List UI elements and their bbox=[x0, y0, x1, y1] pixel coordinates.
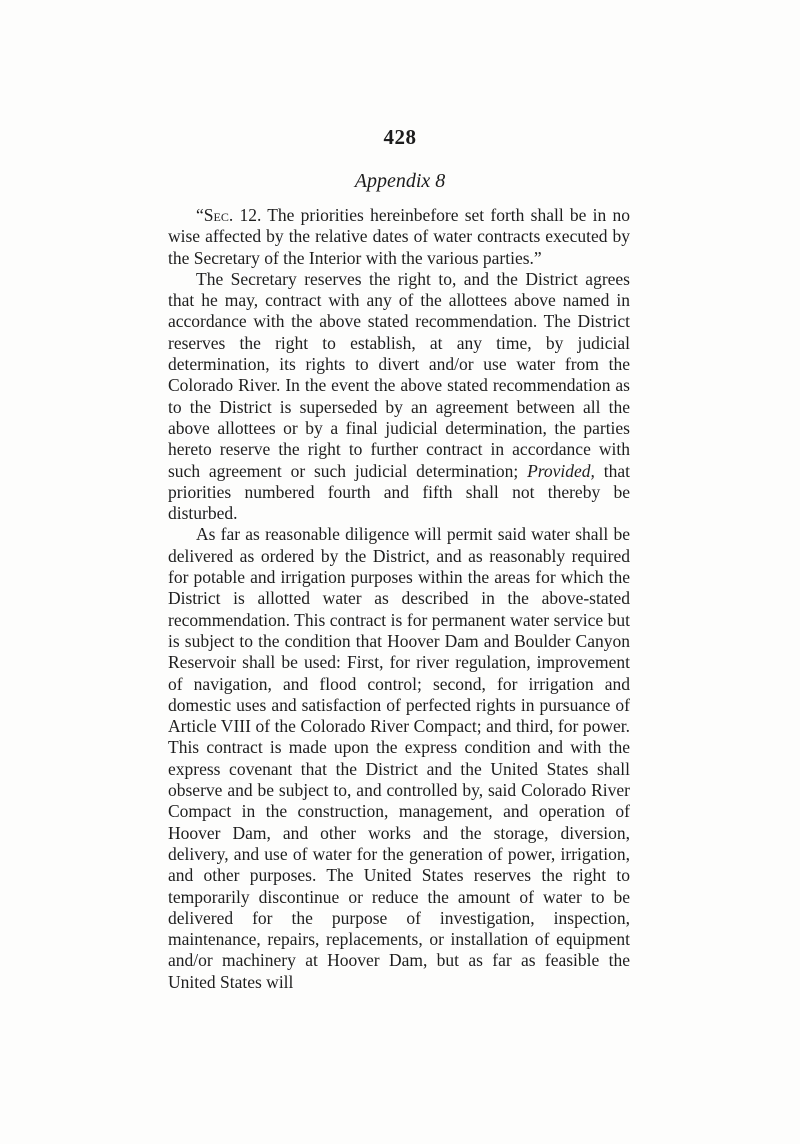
page-number: 428 bbox=[383, 125, 417, 149]
open-quote: “ bbox=[196, 205, 204, 225]
provided-italic: Provided, bbox=[527, 460, 595, 481]
running-head: Appendix 8 bbox=[354, 170, 446, 192]
paragraph-text: As far as reasonable diligence will permit said water shall be delivered as ordered by the District, and as reasonably required for potable and irrigation purposes within the areas for which the District is allotted water as described in the above-stated recommendation. This contract is for permanent water service but is subject to the condition that Hoover Dam and Boulder Canyon Reservoir shall be used: First, for river regulation, improvement of navigation, and flood control; second, for irrigation and domestic uses and satisfaction of perfected rights in pursuance of Article VIII of the Colorado River Compact; and third, for power. This contract is made upon the express condition and with the express covenant that the District and the United States shall observe and be subject to, and controlled by, said Colorado River Compact in the construction, management, and operation of Hoover Dam, and other works and the storage, diversion, delivery, and use of water for the generation of power, irrigation, and other purposes. The United States reserves the right to temporarily discontinue or reduce the amount of water to be delivered for the purpose of investigation, inspection, maintenance, repairs, replacements, or installation of equipment and/or machinery at Hoover Dam, but as far as feasible the United States will bbox=[168, 524, 630, 992]
paragraph-secretary-reserves bbox=[168, 269, 630, 525]
paragraph-text: The Secretary reserves the right to, and the District agrees that he may, contract with any of the allottees above named in accordance with the above stated recommendation. The District reserves the right to establish, at any time, by judicial determination, its rights to divert and/or use water from the Colorado River. In the event the above stated recommendation as to the District is superseded by an agreement between all the above allottees or by a final judicial determination, the parties hereto reserve the right to further contract in accordance with such agreement or such judicial determination; bbox=[168, 268, 630, 481]
paragraph-water-delivery bbox=[168, 524, 630, 993]
paragraph-section-12 bbox=[168, 205, 630, 269]
section-label: Sec. bbox=[203, 205, 234, 225]
paragraph-text: 12. The priorities hereinbefore set forth shall be in no wise affected by the relative dates of water contracts executed by the Secretary of the Interior with the various parties.” bbox=[168, 205, 630, 268]
body-text bbox=[168, 205, 630, 993]
paragraph-text-continued: that priorities numbered fourth and fifth shall not thereby be disturbed. bbox=[168, 460, 630, 524]
